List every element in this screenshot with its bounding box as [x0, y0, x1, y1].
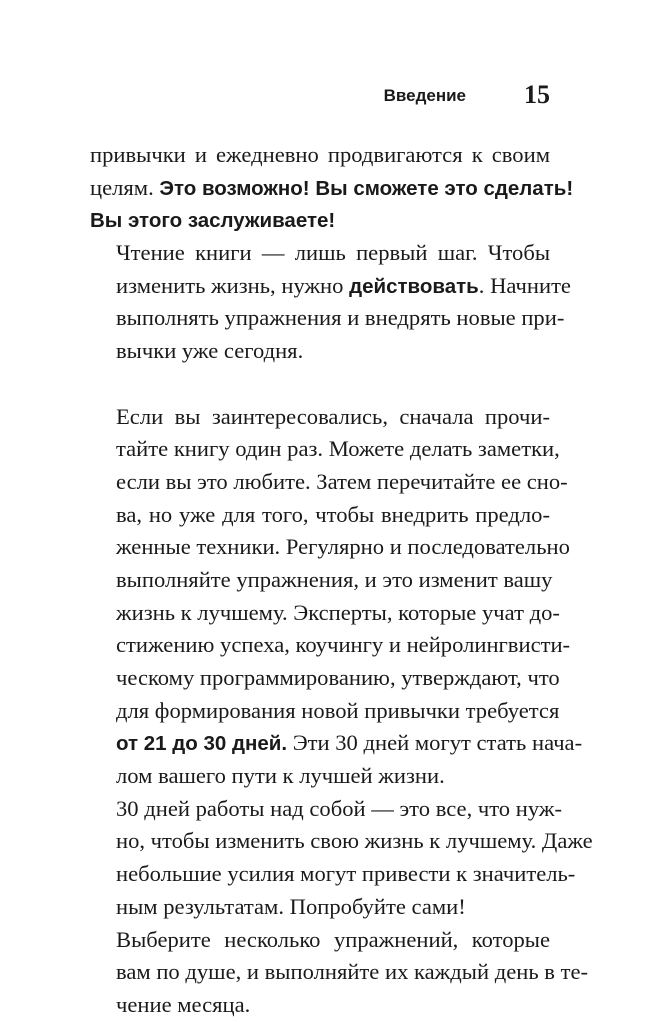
bold-phrase: Вы этого заслуживаете!	[90, 209, 336, 233]
text-line: чение месяца.	[116, 991, 251, 1017]
page-number: 15	[524, 80, 550, 109]
bold-phrase: Это возможно! Вы сможете это сделать!	[159, 176, 574, 200]
paragraph-3	[90, 401, 583, 793]
text-line	[90, 204, 550, 237]
text-line: 30 дней работы над собой — это все, что нуж-	[116, 795, 562, 821]
paragraph-1	[90, 139, 574, 237]
bold-phrase: от 21 до 30 дней.	[116, 732, 288, 756]
text-line: для формирования новой привычки требуется	[116, 697, 560, 723]
running-header	[90, 78, 550, 112]
text-line: тайте книгу один раз. Можете делать заметки,	[116, 436, 560, 462]
text-line: целям. Это возможно! Вы сможете это сделать!	[90, 174, 574, 200]
text-line: ческому программированию, утверждают, что	[116, 665, 560, 690]
text-line: ным результатам. Попробуйте сами!	[116, 893, 466, 919]
text-line: выполняйте упражнения, и это изменит вашу	[116, 566, 553, 592]
text-line: небольшие усилия могут привести к значитель-	[116, 861, 576, 887]
text-line: женные техники. Регулярно и последовательно	[116, 534, 570, 560]
bold-phrase: действовать	[349, 274, 479, 298]
text-line: жизнь к лучшему. Эксперты, которые учат до-	[116, 599, 560, 625]
text-line: Чтение книги — лишь первый шаг. Чтобы	[116, 240, 550, 266]
text-line: вычки уже сегодня.	[116, 338, 304, 364]
text-line: выполнять упражнения и внедрять новые при-	[116, 305, 565, 331]
text-line: стижению успеха, коучингу и нейролингвисти-	[116, 632, 571, 658]
section-title: Введение	[383, 86, 466, 105]
text-line: Выберите несколько упражнений, которые	[116, 926, 550, 952]
text-line: Если вы заинтересовались, сначала прочи-	[116, 403, 550, 429]
paragraph-4	[90, 793, 593, 924]
text-line: лом вашего пути к лучшей жизни.	[116, 763, 445, 789]
text-line: но, чтобы изменить свою жизнь к лучшему. Даже	[116, 828, 593, 854]
text-line: привычки и ежедневно продвигаются к своим	[90, 142, 550, 167]
text-line: если вы это любите. Затем перечитайте ее сно-	[116, 468, 568, 494]
paragraph-5	[90, 924, 589, 1022]
text-line: вам по душе, и выполняйте их каждый день в те-	[116, 959, 589, 985]
paragraph-2	[90, 237, 571, 368]
text-line: от 21 до 30 дней. Эти 30 дней могут стать нача-	[116, 730, 583, 756]
body-text	[90, 139, 593, 1022]
text-line: изменить жизнь, нужно действовать. Начните	[116, 272, 571, 298]
text-line: ва, но уже для того, чтобы внедрить предло-	[116, 501, 550, 527]
